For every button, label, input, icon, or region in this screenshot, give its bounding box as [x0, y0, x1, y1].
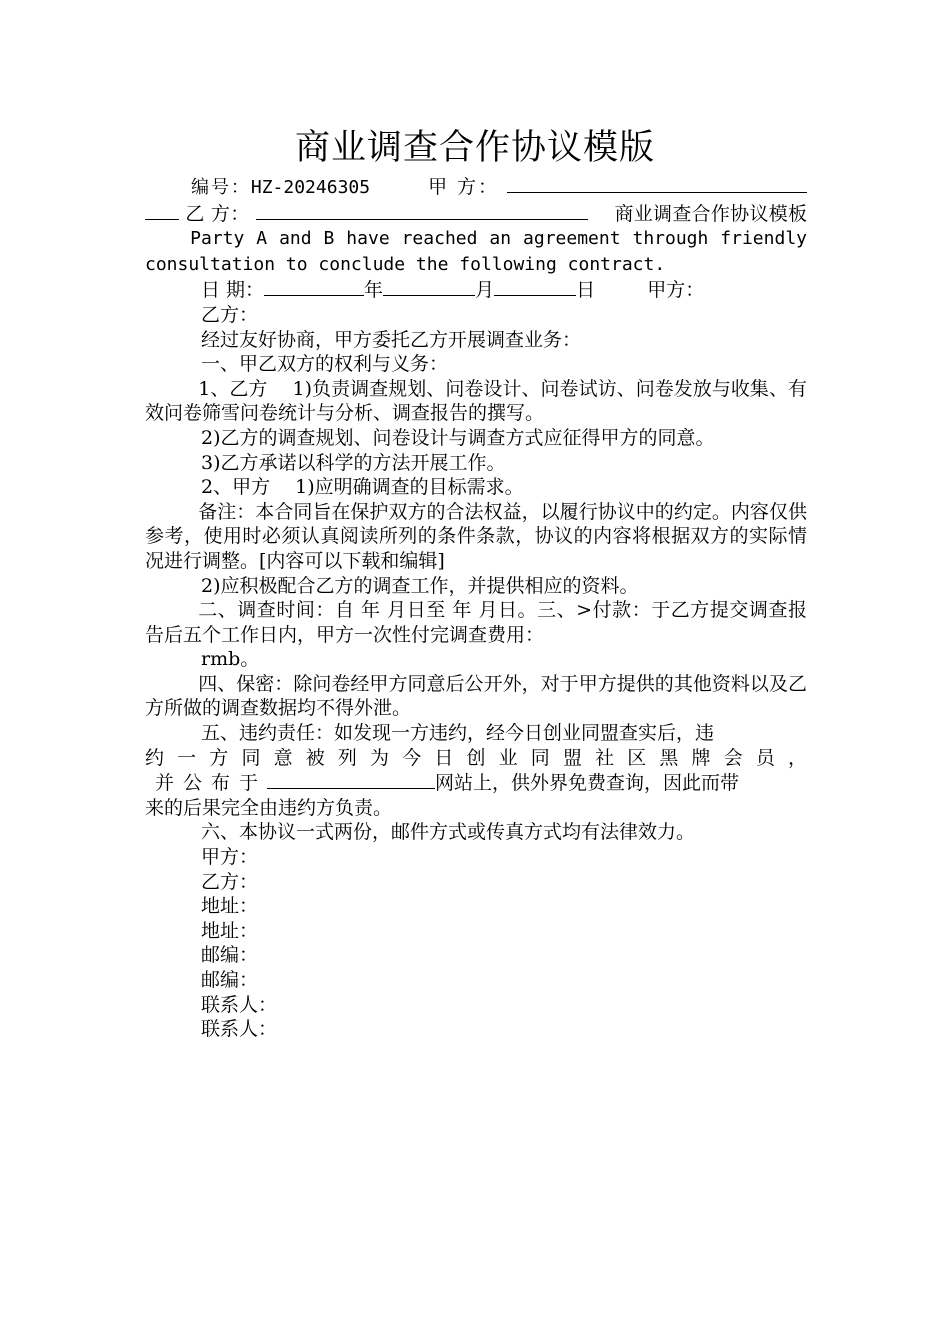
- party-b-line: 乙方：: [201, 303, 259, 326]
- rmb-line: rmb。: [201, 648, 260, 671]
- month-label: 月: [475, 279, 495, 302]
- note-paragraph: 备注：本合同旨在保护双方的合法权益，以履行协议中的约定。内容仅供参考，使用时必须认真阅读所列的条件条款，协议的内容将根据双方的实际情况进行调整。[内容可以下载和编辑]: [145, 500, 807, 572]
- contract-code: 编号：HZ-20246305: [191, 177, 371, 198]
- section-5-line-a: 五、违约责任：如发现一方违约，经今日创业同盟查实后，违: [201, 722, 715, 745]
- signature-postcode-b: 邮编：: [201, 969, 259, 991]
- signature-address-b: 地址：: [201, 919, 259, 942]
- year-label: 年: [364, 279, 384, 302]
- party-b-blank: [256, 201, 588, 220]
- month-blank: [383, 277, 475, 296]
- party-a-blank: [507, 174, 807, 193]
- party-a-blank-cont: [145, 201, 179, 220]
- clause-1-2: 2)乙方的调查规划、问卷设计与调查方式应征得甲方的同意。: [201, 426, 715, 449]
- day-blank: [494, 277, 576, 296]
- signature-postcode-a: 邮编：: [201, 944, 259, 967]
- section-5-publish-label: 并公布于: [155, 772, 268, 795]
- section-1-heading: 一、甲乙双方的权利与义务：: [201, 353, 449, 376]
- year-blank: [264, 277, 364, 296]
- section-5-line-b: 约一方同意被列为今日创业同盟社区黑牌会员，: [145, 746, 807, 769]
- section-5-line-d: 来的后果完全由违约方负责。: [145, 796, 393, 819]
- clause-2-1: 2、甲方 1)应明确调查的目标需求。: [201, 476, 524, 499]
- document-body: [145, 174, 807, 1042]
- english-summary: Party A and B have reached an agreement through friendly consultation to conclude the following contract.: [145, 228, 807, 275]
- header-paragraph: [145, 174, 807, 277]
- website-blank: [267, 770, 435, 789]
- date-line-party-a: 甲方：: [647, 279, 705, 302]
- section-5-line-c: [145, 770, 807, 796]
- signature-contact-a: 联系人：: [201, 993, 278, 1016]
- document-title: 商业调查合作协议模版: [294, 128, 655, 168]
- party-b-header-label: 乙 方：: [185, 202, 250, 225]
- clause-2-2: 2)应积极配合乙方的调查工作，并提供相应的资料。: [201, 574, 639, 597]
- signature-contact-b: 联系人：: [201, 1018, 278, 1041]
- intro-paragraph: 经过友好协商，甲方委托乙方开展调查业务：: [201, 328, 582, 351]
- section-5-publish-rest: 网站上，供外界免费查询，因此而带: [435, 772, 740, 795]
- section-4-paragraph: 四、保密：除问卷经甲方同意后公开外，对于甲方提供的其他资料以及乙方所做的调查数据均不得外泄。: [145, 672, 807, 720]
- signature-party-a: 甲方：: [201, 846, 259, 869]
- day-label: 日: [576, 279, 596, 302]
- date-label: 日 期：: [201, 279, 265, 302]
- clause-1-3: 3)乙方承诺以科学的方法开展工作。: [201, 451, 506, 474]
- party-a-header-label: 甲 方：: [428, 176, 499, 198]
- signature-address-a: 地址：: [201, 895, 259, 918]
- date-line: [145, 277, 807, 303]
- template-name: 商业调查合作协议模板: [614, 202, 807, 225]
- clause-1-1: 1、乙方 1)负责调查规划、问卷设计、问卷试访、问卷发放与收集、有效问卷筛雪问卷统计与分析、调查报告的撰写。: [145, 377, 807, 425]
- section-6-paragraph: 六、本协议一式两份，邮件方式或传真方式均有法律效力。: [201, 821, 696, 844]
- signature-party-b: 乙方：: [201, 870, 259, 893]
- section-2-3-paragraph: 二、调查时间：自 年 月日至 年 月日。三、>付款：于乙方提交调查报告后五个工作日内，甲方一次性付完调查费用：: [145, 599, 807, 646]
